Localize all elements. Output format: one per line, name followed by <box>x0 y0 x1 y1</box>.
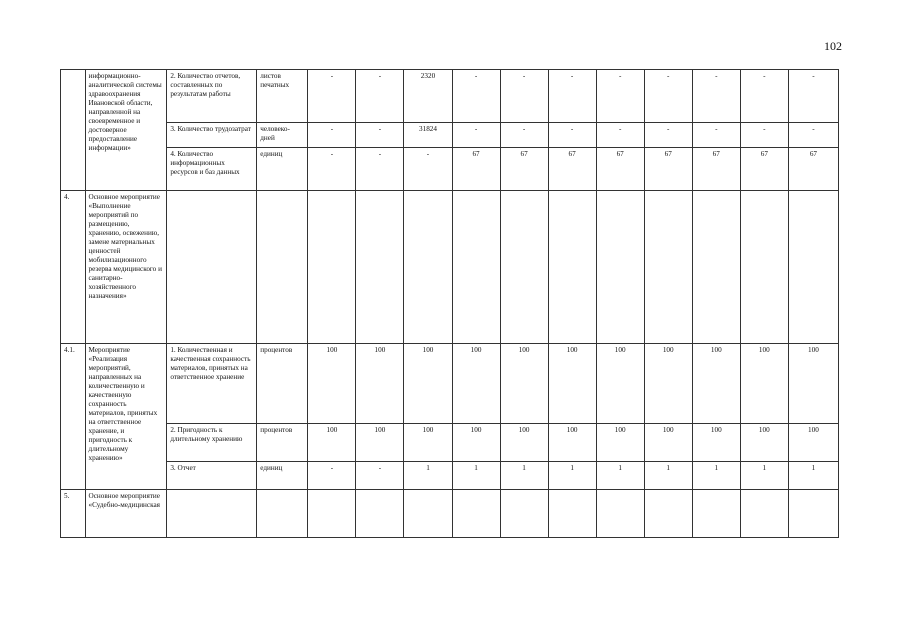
value-cell: - <box>308 70 356 123</box>
value-cell <box>644 191 692 344</box>
value-cell <box>452 191 500 344</box>
value-cell: - <box>356 462 404 490</box>
page-number: 102 <box>824 39 842 53</box>
row-number-cell <box>61 70 86 191</box>
value-cell: 100 <box>692 424 740 462</box>
value-cell <box>404 191 452 344</box>
value-cell: - <box>308 462 356 490</box>
value-cell: - <box>692 123 740 148</box>
value-cell: 1 <box>788 462 838 490</box>
indicator-name-cell: 2. Количество отчетов, составленных по результатам работы <box>167 70 257 123</box>
value-cell <box>692 490 740 538</box>
value-cell: - <box>452 70 500 123</box>
value-cell: 100 <box>308 424 356 462</box>
indicator-name-cell <box>167 191 257 344</box>
value-cell: 1 <box>404 462 452 490</box>
value-cell: 100 <box>452 344 500 424</box>
row-number-cell: 4. <box>61 191 86 344</box>
unit-cell: единиц <box>257 462 308 490</box>
value-cell: 100 <box>788 344 838 424</box>
value-cell: - <box>500 123 548 148</box>
value-cell: 67 <box>644 148 692 191</box>
indicator-name-cell <box>167 490 257 538</box>
value-cell: - <box>452 123 500 148</box>
value-cell: 100 <box>548 424 596 462</box>
value-cell: 100 <box>644 344 692 424</box>
value-cell: - <box>356 148 404 191</box>
row-number-cell: 5. <box>61 490 86 538</box>
value-cell: 67 <box>500 148 548 191</box>
value-cell: 100 <box>308 344 356 424</box>
value-cell: 100 <box>740 424 788 462</box>
value-cell <box>308 490 356 538</box>
event-name-cell: Основное мероприятие «Выполнение мероприятий по размещению, хранению, освежению, замене материальных ценностей мобилизационного резерва медицинского и санитарно-хозяйственного назначения» <box>85 191 167 344</box>
value-cell: - <box>356 123 404 148</box>
unit-cell <box>257 490 308 538</box>
value-cell: 100 <box>404 424 452 462</box>
event-name-cell: Основное мероприятие «Судебно-медицинская <box>85 490 167 538</box>
value-cell: - <box>548 123 596 148</box>
value-cell: 67 <box>740 148 788 191</box>
value-cell: - <box>404 148 452 191</box>
value-cell: 1 <box>500 462 548 490</box>
unit-cell: единиц <box>257 148 308 191</box>
value-cell: 100 <box>356 424 404 462</box>
table-row <box>61 344 839 424</box>
unit-cell: листов печатных <box>257 70 308 123</box>
value-cell <box>596 490 644 538</box>
value-cell: - <box>692 70 740 123</box>
value-cell <box>740 191 788 344</box>
value-cell: 100 <box>740 344 788 424</box>
value-cell: 67 <box>452 148 500 191</box>
table-row <box>61 424 839 462</box>
table-row <box>61 123 839 148</box>
unit-cell <box>257 191 308 344</box>
value-cell <box>644 490 692 538</box>
value-cell: 1 <box>740 462 788 490</box>
value-cell: 100 <box>644 424 692 462</box>
value-cell: - <box>596 70 644 123</box>
table-row <box>61 70 839 123</box>
value-cell <box>356 490 404 538</box>
unit-cell: процентов <box>257 424 308 462</box>
indicators-table <box>60 69 839 538</box>
value-cell: 31824 <box>404 123 452 148</box>
value-cell: 67 <box>596 148 644 191</box>
value-cell: - <box>788 123 838 148</box>
value-cell: 100 <box>404 344 452 424</box>
value-cell <box>404 490 452 538</box>
indicator-name-cell: 3. Количество трудозатрат <box>167 123 257 148</box>
value-cell: 1 <box>692 462 740 490</box>
value-cell: 100 <box>788 424 838 462</box>
value-cell <box>692 191 740 344</box>
value-cell: - <box>500 70 548 123</box>
value-cell: - <box>356 70 404 123</box>
table-row <box>61 462 839 490</box>
value-cell: 100 <box>500 424 548 462</box>
value-cell <box>548 490 596 538</box>
value-cell: 2320 <box>404 70 452 123</box>
value-cell <box>356 191 404 344</box>
value-cell: 67 <box>548 148 596 191</box>
indicator-name-cell: 4. Количество информационных ресурсов и баз данных <box>167 148 257 191</box>
value-cell: 100 <box>356 344 404 424</box>
value-cell <box>740 490 788 538</box>
value-cell: - <box>644 70 692 123</box>
value-cell: 100 <box>692 344 740 424</box>
value-cell <box>788 191 838 344</box>
value-cell: 100 <box>452 424 500 462</box>
value-cell: 100 <box>596 424 644 462</box>
indicator-name-cell: 1. Количественная и качественная сохранность материалов, принятых на ответственное хранение <box>167 344 257 424</box>
value-cell: - <box>308 148 356 191</box>
value-cell: 100 <box>500 344 548 424</box>
unit-cell: процентов <box>257 344 308 424</box>
unit-cell: человеко-дней <box>257 123 308 148</box>
value-cell: - <box>740 123 788 148</box>
event-name-cell: Мероприятие «Реализация мероприятий, направленных на количественную и качественную сохранность материалов, принятых на ответственное хранение, и пригодность к длительному хранению» <box>85 344 167 490</box>
value-cell <box>500 490 548 538</box>
event-name-cell: информационно-аналитической системы здравоохранения Ивановской области, направленной на своевременное и достоверное предоставление информации» <box>85 70 167 191</box>
table-row <box>61 148 839 191</box>
value-cell: - <box>644 123 692 148</box>
value-cell: - <box>740 70 788 123</box>
value-cell: 1 <box>596 462 644 490</box>
value-cell <box>548 191 596 344</box>
value-cell: - <box>596 123 644 148</box>
row-number-cell: 4.1. <box>61 344 86 490</box>
table-row <box>61 490 839 538</box>
value-cell: 1 <box>644 462 692 490</box>
table-row <box>61 191 839 344</box>
value-cell: 1 <box>548 462 596 490</box>
value-cell <box>500 191 548 344</box>
value-cell: 100 <box>596 344 644 424</box>
value-cell: 100 <box>548 344 596 424</box>
indicator-name-cell: 2. Пригодность к длительному хранению <box>167 424 257 462</box>
value-cell: 1 <box>452 462 500 490</box>
value-cell: - <box>548 70 596 123</box>
value-cell: 67 <box>788 148 838 191</box>
value-cell <box>452 490 500 538</box>
value-cell: 67 <box>692 148 740 191</box>
value-cell <box>596 191 644 344</box>
value-cell <box>308 191 356 344</box>
value-cell: - <box>788 70 838 123</box>
value-cell: - <box>308 123 356 148</box>
indicator-name-cell: 3. Отчет <box>167 462 257 490</box>
value-cell <box>788 490 838 538</box>
